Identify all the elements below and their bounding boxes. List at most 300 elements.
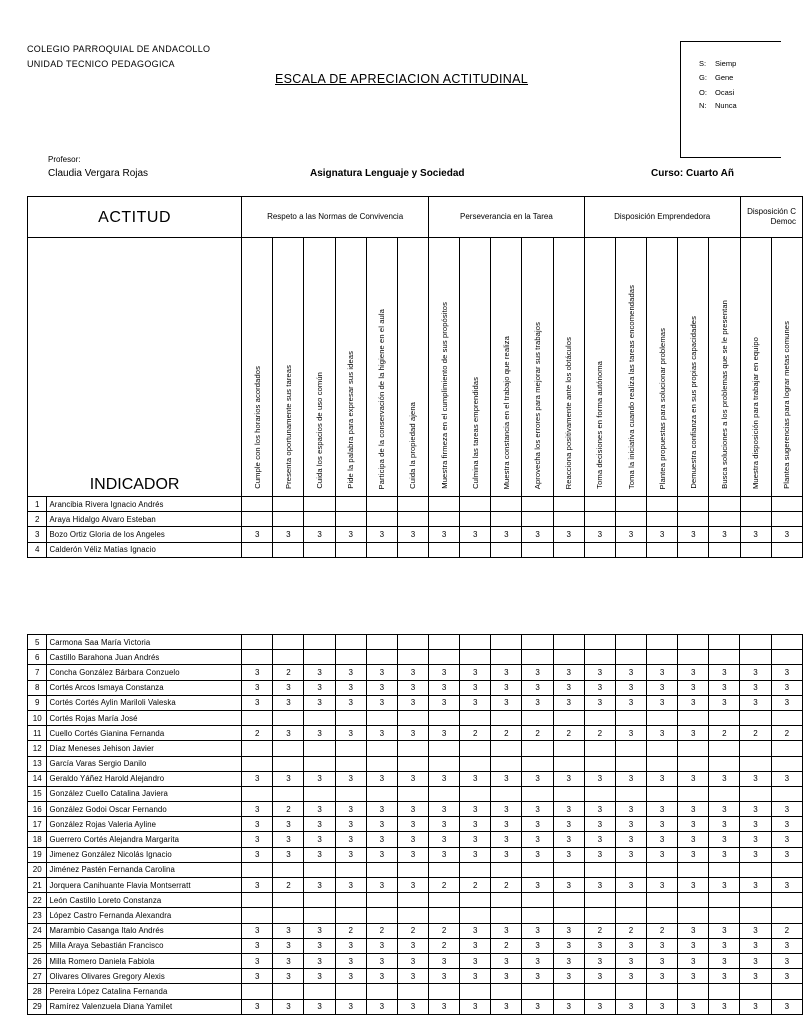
student-name: Castillo Barahona Juan Andrés [47, 650, 242, 665]
indicator-label: Culmina las tareas emprendidas [470, 377, 480, 489]
score-cell: 3 [304, 665, 335, 680]
score-cell: 3 [584, 832, 615, 847]
score-cell: 3 [429, 832, 460, 847]
score-cell: 2 [273, 665, 304, 680]
row-number: 19 [28, 847, 47, 862]
score-cell: 3 [366, 832, 397, 847]
score-cell: 3 [740, 680, 771, 695]
score-cell [460, 497, 491, 512]
score-cell: 3 [709, 953, 740, 968]
score-cell: 3 [242, 695, 273, 710]
score-cell [709, 893, 740, 908]
score-cell: 3 [304, 771, 335, 786]
score-cell [615, 497, 646, 512]
score-cell: 3 [678, 771, 709, 786]
score-cell: 3 [615, 695, 646, 710]
score-cell [709, 741, 740, 756]
score-cell: 3 [491, 771, 522, 786]
table-row [28, 984, 803, 999]
score-cell [304, 862, 335, 877]
score-cell [335, 635, 366, 650]
score-cell [740, 497, 771, 512]
table-row [28, 741, 803, 756]
student-name: González Rojas Valeria Ayline [47, 817, 242, 832]
row-number: 28 [28, 984, 47, 999]
score-cell [615, 893, 646, 908]
student-name: González Godoi Oscar Fernando [47, 802, 242, 817]
score-cell: 3 [771, 953, 802, 968]
score-cell [242, 893, 273, 908]
indicator-label: Pide la palabra para expresar sus ideas [346, 351, 356, 489]
score-cell [709, 862, 740, 877]
score-cell: 3 [491, 999, 522, 1014]
score-cell: 3 [647, 680, 678, 695]
score-cell [273, 741, 304, 756]
score-cell: 3 [709, 999, 740, 1014]
indicator-header [304, 238, 335, 497]
student-name: Bozo Ortiz Gloria de los Angeles [47, 527, 242, 542]
score-cell: 2 [491, 938, 522, 953]
score-cell: 3 [242, 802, 273, 817]
score-cell [273, 862, 304, 877]
student-name: Jorquera Canihuante Flavia Montserratt [47, 878, 242, 893]
score-cell: 3 [709, 938, 740, 953]
score-cell [709, 908, 740, 923]
score-cell [242, 786, 273, 801]
score-cell: 3 [522, 817, 553, 832]
score-cell: 2 [335, 923, 366, 938]
score-cell [242, 908, 273, 923]
score-cell: 2 [397, 923, 428, 938]
school-name: COLEGIO PARROQUIAL DE ANDACOLLO [27, 44, 211, 54]
score-cell [740, 756, 771, 771]
score-cell [584, 710, 615, 725]
score-cell [709, 542, 740, 557]
score-cell: 3 [678, 999, 709, 1014]
legend-item: N: Nunca [699, 101, 737, 110]
score-cell: 3 [678, 802, 709, 817]
score-cell: 3 [522, 969, 553, 984]
score-cell [335, 542, 366, 557]
score-cell [242, 710, 273, 725]
score-cell [522, 512, 553, 527]
score-cell: 3 [366, 771, 397, 786]
score-cell: 3 [553, 923, 584, 938]
score-cell: 3 [242, 832, 273, 847]
score-cell [366, 756, 397, 771]
score-cell [740, 908, 771, 923]
score-cell [335, 650, 366, 665]
score-cell: 3 [429, 680, 460, 695]
score-cell: 3 [615, 817, 646, 832]
score-cell [397, 862, 428, 877]
score-cell: 3 [678, 878, 709, 893]
indicator-label: Toma decisiones en forma autónoma [595, 361, 605, 489]
score-cell: 3 [647, 847, 678, 862]
score-cell [553, 908, 584, 923]
score-cell: 3 [460, 695, 491, 710]
score-cell [304, 497, 335, 512]
score-cell [273, 635, 304, 650]
score-cell [678, 862, 709, 877]
score-cell: 3 [242, 923, 273, 938]
score-cell [429, 756, 460, 771]
score-cell [366, 741, 397, 756]
table-row [28, 680, 803, 695]
score-cell [771, 650, 802, 665]
score-cell [647, 635, 678, 650]
score-cell: 3 [522, 680, 553, 695]
row-number: 25 [28, 938, 47, 953]
score-cell: 3 [709, 847, 740, 862]
score-cell: 3 [491, 817, 522, 832]
score-cell: 3 [647, 878, 678, 893]
score-cell: 3 [709, 680, 740, 695]
score-cell: 3 [647, 802, 678, 817]
score-cell [678, 650, 709, 665]
score-cell [678, 741, 709, 756]
score-cell: 3 [771, 802, 802, 817]
score-cell [771, 908, 802, 923]
score-cell: 3 [397, 802, 428, 817]
score-cell: 3 [491, 680, 522, 695]
score-cell [397, 497, 428, 512]
score-cell: 3 [460, 999, 491, 1014]
score-cell: 3 [647, 527, 678, 542]
student-name: Arancibia Rivera Ignacio Andrés [47, 497, 242, 512]
score-cell [522, 756, 553, 771]
table-row [28, 969, 803, 984]
score-cell [522, 908, 553, 923]
row-number: 22 [28, 893, 47, 908]
score-cell: 3 [491, 665, 522, 680]
score-cell [740, 635, 771, 650]
indicator-header [771, 238, 802, 497]
student-name: Olivares Olivares Gregory Alexis [47, 969, 242, 984]
score-cell [304, 984, 335, 999]
group-header: Disposición C Democ [740, 197, 802, 238]
score-cell [429, 786, 460, 801]
attitude-table-bottom [27, 634, 803, 1015]
score-cell [304, 650, 335, 665]
score-cell [397, 512, 428, 527]
score-cell: 3 [615, 969, 646, 984]
score-cell: 3 [304, 938, 335, 953]
profesor-name: Claudia Vergara Rojas [48, 168, 149, 179]
table-row [28, 771, 803, 786]
score-cell: 3 [553, 771, 584, 786]
score-cell: 3 [709, 665, 740, 680]
score-cell: 3 [335, 771, 366, 786]
score-cell: 3 [242, 999, 273, 1014]
score-cell: 3 [491, 923, 522, 938]
score-cell: 3 [678, 832, 709, 847]
score-cell [647, 497, 678, 512]
score-cell: 3 [709, 527, 740, 542]
score-cell [304, 893, 335, 908]
score-cell [397, 984, 428, 999]
score-cell [615, 542, 646, 557]
score-cell: 3 [709, 802, 740, 817]
score-cell [740, 710, 771, 725]
score-cell: 2 [709, 726, 740, 741]
score-cell: 3 [397, 938, 428, 953]
score-cell: 3 [242, 771, 273, 786]
indicator-label: Toma la iniciativa cuando realiza las tareas encomendadas [626, 284, 636, 489]
score-cell [553, 756, 584, 771]
score-cell: 3 [304, 878, 335, 893]
indicador-header: INDICADOR [28, 238, 242, 497]
score-cell: 3 [273, 938, 304, 953]
score-cell: 3 [553, 680, 584, 695]
score-cell: 3 [242, 953, 273, 968]
score-cell: 3 [771, 878, 802, 893]
score-cell [335, 984, 366, 999]
table-row [28, 665, 803, 680]
score-cell: 3 [242, 847, 273, 862]
indicator-label: Aprovecha los errores para mejorar sus trabajos [533, 321, 543, 489]
student-name: Milla Araya Sebastián Francisco [47, 938, 242, 953]
score-cell [491, 741, 522, 756]
score-cell: 3 [678, 726, 709, 741]
score-cell: 2 [584, 726, 615, 741]
legend-item: G: Gene [699, 73, 734, 82]
table-row [28, 710, 803, 725]
score-cell [553, 497, 584, 512]
score-cell [584, 635, 615, 650]
score-cell: 3 [397, 695, 428, 710]
score-cell: 3 [647, 771, 678, 786]
score-cell: 3 [771, 817, 802, 832]
score-cell: 3 [429, 726, 460, 741]
score-cell: 3 [553, 802, 584, 817]
score-cell: 3 [709, 969, 740, 984]
score-cell [304, 786, 335, 801]
score-cell [584, 741, 615, 756]
score-cell: 3 [460, 680, 491, 695]
score-cell: 3 [740, 969, 771, 984]
score-cell [740, 542, 771, 557]
score-cell: 3 [678, 695, 709, 710]
row-number: 20 [28, 862, 47, 877]
student-name: Concha González Bárbara Conzuelo [47, 665, 242, 680]
score-cell: 3 [771, 847, 802, 862]
score-cell [522, 893, 553, 908]
score-cell: 3 [522, 802, 553, 817]
score-cell [460, 710, 491, 725]
score-cell: 3 [429, 771, 460, 786]
score-cell: 2 [242, 726, 273, 741]
score-cell [678, 512, 709, 527]
score-cell: 3 [678, 969, 709, 984]
score-cell: 3 [522, 832, 553, 847]
student-name: Díaz Meneses Jehison Javier [47, 741, 242, 756]
score-cell: 3 [304, 847, 335, 862]
score-cell: 3 [273, 832, 304, 847]
score-cell: 3 [460, 832, 491, 847]
score-cell: 3 [460, 923, 491, 938]
score-cell: 3 [335, 953, 366, 968]
score-cell [304, 756, 335, 771]
score-cell: 3 [522, 527, 553, 542]
score-cell: 2 [491, 878, 522, 893]
score-cell [647, 650, 678, 665]
score-cell [615, 741, 646, 756]
score-cell: 3 [678, 923, 709, 938]
score-cell: 3 [429, 969, 460, 984]
score-cell [678, 710, 709, 725]
indicator-header [615, 238, 646, 497]
score-cell [460, 984, 491, 999]
row-number: 5 [28, 635, 47, 650]
score-cell: 3 [273, 680, 304, 695]
score-cell: 3 [678, 953, 709, 968]
score-cell: 3 [366, 665, 397, 680]
indicator-header [460, 238, 491, 497]
indicator-header [522, 238, 553, 497]
score-cell: 3 [771, 938, 802, 953]
score-cell: 3 [273, 695, 304, 710]
row-number: 14 [28, 771, 47, 786]
page-title: ESCALA DE APRECIACION ACTITUDINAL [275, 72, 529, 86]
score-cell [397, 756, 428, 771]
score-cell [460, 862, 491, 877]
table-row [28, 726, 803, 741]
score-cell: 3 [460, 938, 491, 953]
indicator-header [366, 238, 397, 497]
score-cell [771, 542, 802, 557]
indicator-header [429, 238, 460, 497]
score-cell: 3 [647, 817, 678, 832]
legend-item: O: Ocasi [699, 88, 735, 97]
score-cell [584, 756, 615, 771]
score-cell: 3 [740, 999, 771, 1014]
score-cell [491, 908, 522, 923]
score-cell: 3 [647, 969, 678, 984]
score-cell [553, 862, 584, 877]
table-row [28, 862, 803, 877]
score-cell [615, 756, 646, 771]
score-cell [522, 650, 553, 665]
score-cell: 3 [335, 665, 366, 680]
indicator-header [335, 238, 366, 497]
row-number: 3 [28, 527, 47, 542]
score-cell: 3 [553, 953, 584, 968]
indicator-label: Plantea propuestas para solucionar problemas [657, 327, 667, 489]
profesor-label: Profesor: [48, 155, 81, 164]
score-cell: 2 [273, 878, 304, 893]
score-cell: 3 [615, 680, 646, 695]
score-cell: 3 [647, 938, 678, 953]
score-cell: 3 [335, 817, 366, 832]
score-cell [740, 893, 771, 908]
score-cell: 3 [553, 999, 584, 1014]
score-cell: 3 [647, 726, 678, 741]
score-cell [366, 650, 397, 665]
score-cell [366, 984, 397, 999]
score-cell [553, 542, 584, 557]
score-cell [491, 497, 522, 512]
score-cell [678, 893, 709, 908]
score-cell: 3 [366, 953, 397, 968]
score-cell: 3 [771, 680, 802, 695]
score-cell: 3 [553, 695, 584, 710]
row-number: 17 [28, 817, 47, 832]
score-cell [366, 862, 397, 877]
row-number: 12 [28, 741, 47, 756]
score-cell [615, 710, 646, 725]
score-cell [397, 542, 428, 557]
score-cell: 3 [460, 665, 491, 680]
score-cell: 3 [397, 665, 428, 680]
score-cell [678, 984, 709, 999]
score-cell [553, 635, 584, 650]
table-row [28, 695, 803, 710]
score-cell: 3 [584, 847, 615, 862]
score-cell [460, 542, 491, 557]
score-cell [740, 786, 771, 801]
score-cell: 3 [491, 527, 522, 542]
student-name: Cuello Cortés Gianina Fernanda [47, 726, 242, 741]
score-cell: 3 [397, 999, 428, 1014]
score-cell: 3 [740, 817, 771, 832]
table-row [28, 527, 803, 542]
student-name: Carmona Saa María Victoria [47, 635, 242, 650]
score-cell [491, 862, 522, 877]
score-cell: 3 [304, 832, 335, 847]
score-cell: 3 [615, 938, 646, 953]
score-cell [647, 862, 678, 877]
score-cell: 3 [460, 817, 491, 832]
score-cell: 3 [584, 999, 615, 1014]
score-cell [242, 497, 273, 512]
score-cell: 3 [584, 953, 615, 968]
score-cell: 3 [771, 527, 802, 542]
score-cell: 3 [615, 771, 646, 786]
score-cell [335, 893, 366, 908]
score-cell [678, 635, 709, 650]
score-cell: 3 [491, 953, 522, 968]
row-number: 7 [28, 665, 47, 680]
score-cell: 3 [366, 847, 397, 862]
indicator-header [273, 238, 304, 497]
score-cell [335, 710, 366, 725]
score-cell [740, 862, 771, 877]
indicator-label: Muestra disposición para trabajar en equipo [751, 336, 761, 489]
score-cell [460, 756, 491, 771]
score-cell: 2 [771, 923, 802, 938]
row-number: 21 [28, 878, 47, 893]
student-name: Guerrero Cortés Alejandra Margarita [47, 832, 242, 847]
score-cell: 3 [647, 665, 678, 680]
score-cell: 2 [771, 726, 802, 741]
score-cell: 3 [522, 878, 553, 893]
score-cell: 3 [335, 938, 366, 953]
score-cell [615, 786, 646, 801]
score-cell [709, 710, 740, 725]
score-cell [273, 542, 304, 557]
score-cell [771, 497, 802, 512]
score-cell: 3 [304, 923, 335, 938]
score-cell: 2 [584, 923, 615, 938]
score-cell [615, 862, 646, 877]
score-cell: 3 [429, 802, 460, 817]
score-cell: 3 [397, 771, 428, 786]
score-cell: 3 [491, 802, 522, 817]
score-cell [429, 512, 460, 527]
score-cell [771, 984, 802, 999]
score-cell [491, 512, 522, 527]
